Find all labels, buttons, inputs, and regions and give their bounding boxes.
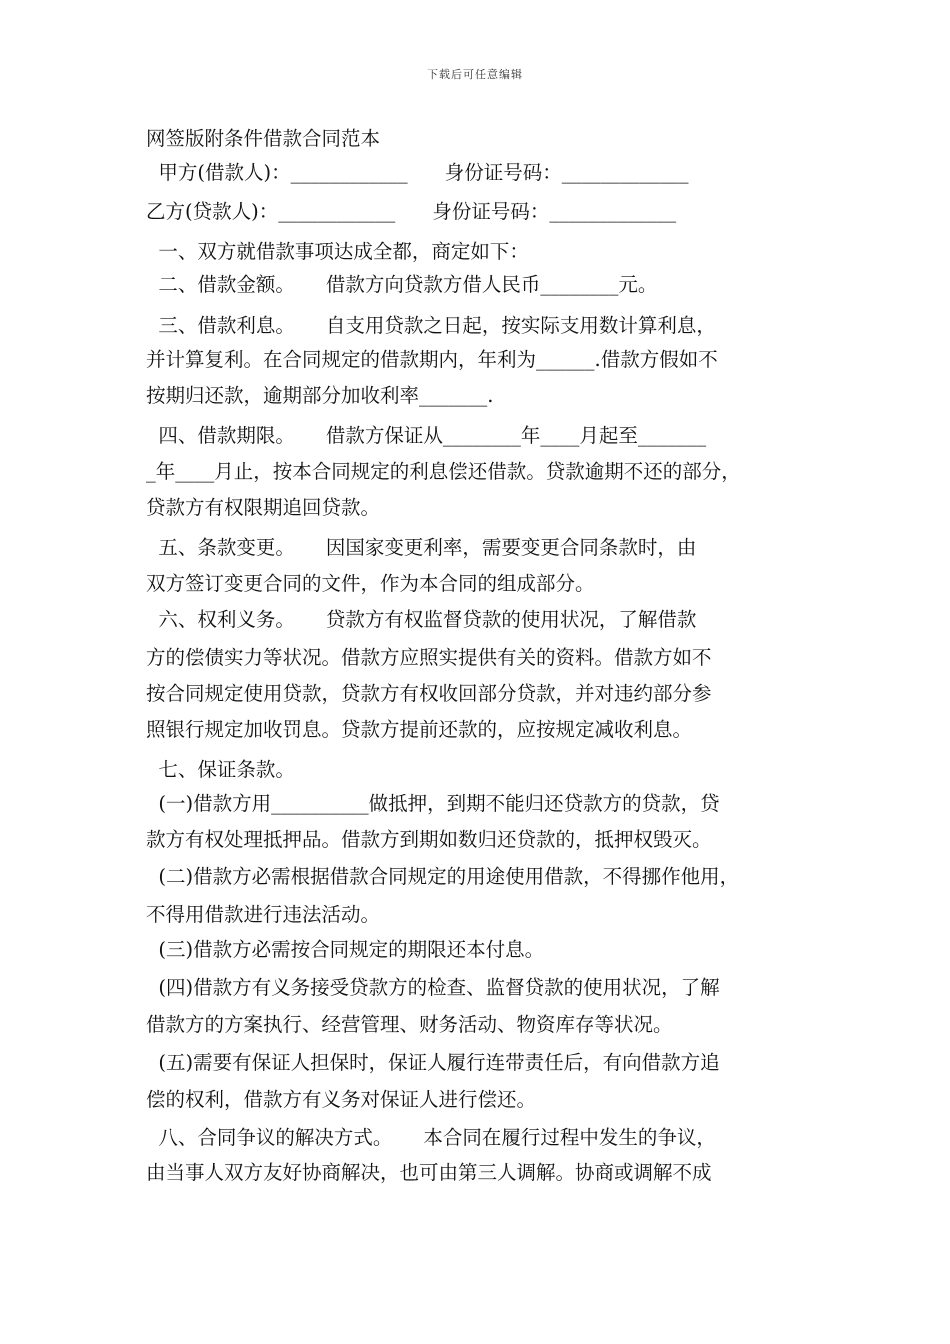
paragraph-line: (二)借款方必需根据借款合同规定的用途使用借款，不得挪作他用， [146, 865, 740, 888]
paragraph-line: 一、双方就借款事项达成全都，商定如下： [146, 240, 529, 263]
paragraph-line: 四、借款期限。 借款方保证从________年____月起至_______ [146, 424, 707, 447]
paragraph-line: (一)借款方用__________做抵押，到期不能归还贷款方的贷款，贷 [146, 792, 720, 815]
paragraph-line: 贷款方有权限期追回贷款。 [146, 496, 381, 519]
paragraph-line: 偿的权利，借款方有义务对保证人进行偿还。 [146, 1088, 537, 1111]
paragraph-line: 照银行规定加收罚息。贷款方提前还款的，应按规定减收利息。 [146, 718, 693, 741]
paragraph-line: 二、借款金额。 借款方向贷款方借人民币________元。 [146, 273, 658, 296]
paragraph-line: 双方签订变更合同的文件，作为本合同的组成部分。 [146, 572, 595, 595]
paragraph-line: 甲方(借款人)：____________ 身份证号码：_____________ [146, 161, 689, 184]
paragraph-line: (三)借款方必需按合同规定的期限还本付息。 [146, 938, 545, 961]
paragraph-line: _年____月止，按本合同规定的利息偿还借款。贷款逾期不还的部分， [146, 460, 741, 483]
paragraph-line: 由当事人双方友好协商解决，也可由第三人调解。协商或调解不成 [146, 1161, 712, 1184]
paragraph-line: 借款方的方案执行、经营管理、财务活动、物资库存等状况。 [146, 1013, 673, 1036]
header-note: 下载后可任意编辑 [427, 68, 523, 81]
paragraph-line: 方的偿债实力等状况。借款方应照实提供有关的资料。借款方如不 [146, 646, 712, 669]
paragraph-line: (四)借款方有义务接受贷款方的检查、监督贷款的使用状况，了解 [146, 976, 720, 999]
paragraph-line: (五)需要有保证人担保时，保证人履行连带责任后，有向借款方追 [146, 1051, 720, 1074]
paragraph-line: 款方有权处理抵押品。借款方到期如数归还贷款的，抵押权毁灭。 [146, 828, 712, 851]
paragraph-line: 按期归还款，逾期部分加收利率_______. [146, 384, 494, 407]
paragraph-line: 三、借款利息。 自支用贷款之日起，按实际支用数计算利息， [146, 314, 716, 337]
paragraph-line: 七、保证条款。 [146, 758, 295, 781]
paragraph-line: 五、条款变更。 因国家变更利率，需要变更合同条款时，由 [146, 536, 697, 559]
paragraph-line: 八、合同争议的解决方式。 本合同在履行过程中发生的争议， [146, 1126, 716, 1149]
paragraph-line: 乙方(贷款人)：____________ 身份证号码：_____________ [146, 200, 677, 223]
paragraph-line: 六、权利义务。 贷款方有权监督贷款的使用状况，了解借款 [146, 608, 697, 631]
paragraph-line: 按合同规定使用贷款，贷款方有权收回部分贷款，并对违约部分参 [146, 682, 712, 705]
paragraph-line: 并计算复利。在合同规定的借款期内，年利为______.借款方假如不 [146, 348, 718, 371]
document-title: 网签版附条件借款合同范本 [146, 127, 381, 150]
paragraph-line: 不得用借款进行违法活动。 [146, 903, 381, 926]
